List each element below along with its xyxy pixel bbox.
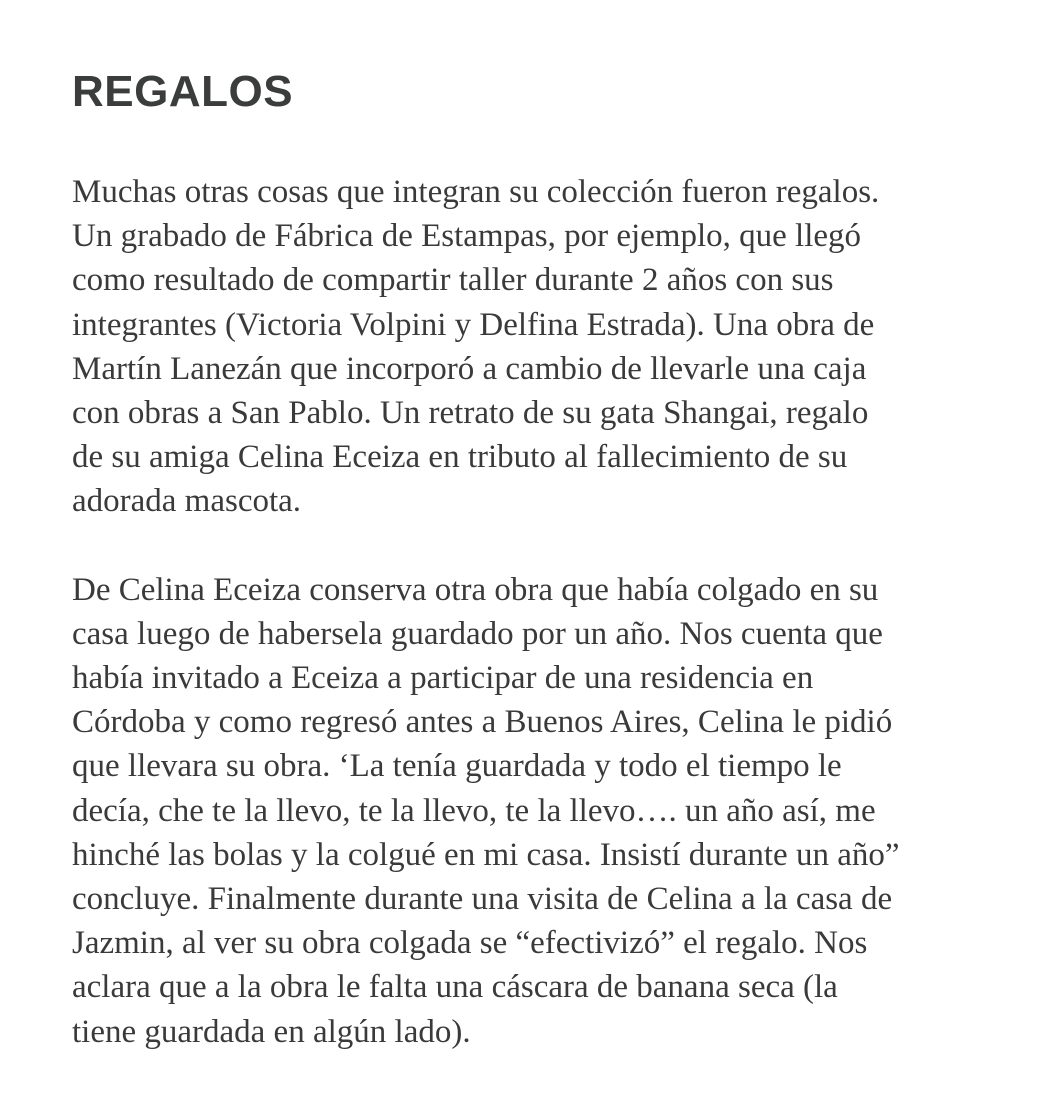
section-title: REGALOS — [72, 67, 294, 116]
text-line: De Celina Eceiza conserva otra obra que había colgado en su — [72, 571, 879, 608]
text-line: de su amiga Celina Eceiza en tributo al fallecimiento de su — [72, 439, 848, 476]
paragraph-regalos-intro — [72, 170, 1012, 524]
paragraph-celina-eceiza — [72, 568, 1012, 1054]
text-line: decía, che te la llevo, te la llevo, te la llevo…. un año así, me — [72, 792, 876, 829]
text-line: adorada mascota. — [72, 483, 302, 520]
text-line: Córdoba y como regresó antes a Buenos Aires, Celina le pidió — [72, 704, 893, 741]
text-line: que llevara su obra. ‘La tenía guardada y todo el tiempo le — [72, 748, 842, 785]
text-line: tiene guardada en algún lado). — [72, 1013, 471, 1050]
text-line: aclara que a la obra le falta una cáscara de banana seca (la — [72, 969, 838, 1006]
text-line: con obras a San Pablo. Un retrato de su gata Shangai, regalo — [72, 395, 869, 432]
text-line: Jazmin, al ver su obra colgada se “efectivizó” el regalo. Nos — [72, 925, 868, 962]
text-line: Muchas otras cosas que integran su colección fueron regalos. — [72, 174, 880, 210]
text-line: Un grabado de Fábrica de Estampas, por ejemplo, que llegó — [72, 218, 862, 255]
text-line: había invitado a Eceiza a participar de una residencia en — [72, 660, 814, 697]
text-line: casa luego de habersela guardado por un año. Nos cuenta que — [72, 615, 883, 652]
text-line: integrantes (Victoria Volpini y Delfina Estrada). Una obra de — [72, 306, 875, 343]
article — [72, 66, 1012, 1054]
text-line: concluye. Finalmente durante una visita de Celina a la casa de — [72, 881, 893, 918]
text-line: hinché las bolas y la colgué en mi casa. Insistí durante un año” — [72, 836, 900, 873]
text-line: como resultado de compartir taller durante 2 años con sus — [72, 262, 834, 299]
text-line: Martín Lanezán que incorporó a cambio de llevarle una caja — [72, 350, 867, 387]
